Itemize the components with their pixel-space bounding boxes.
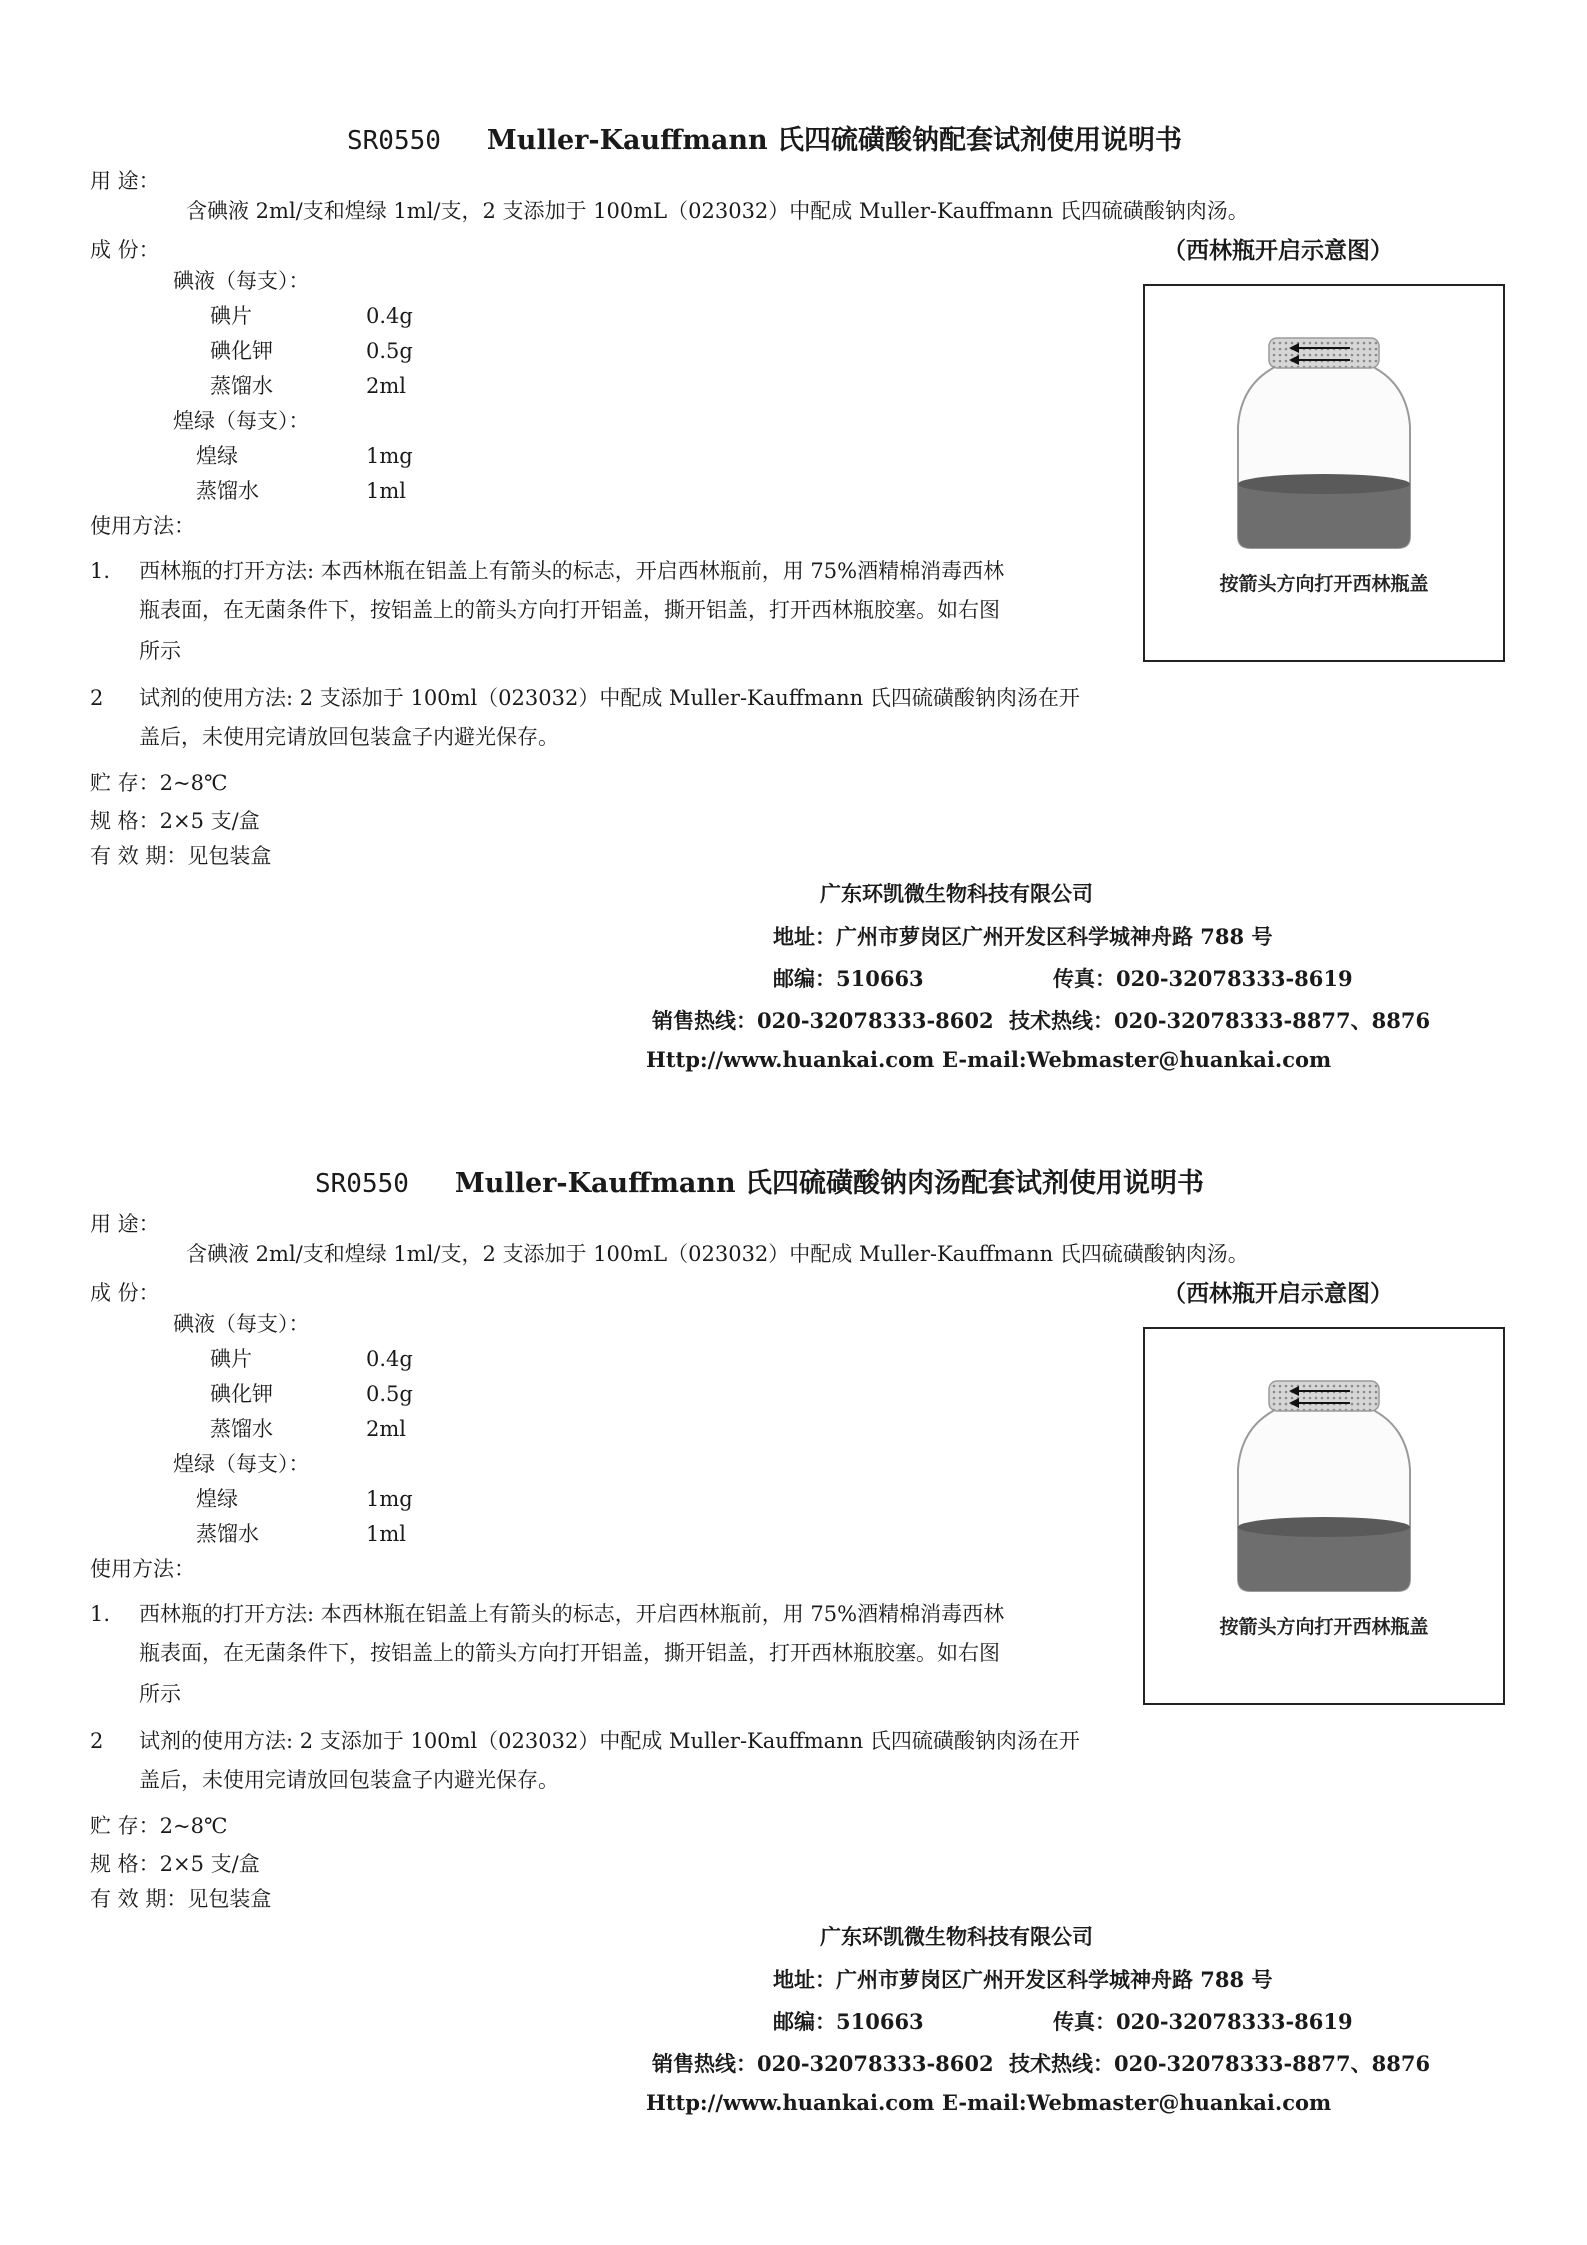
- vial-figure: [1143, 1327, 1505, 1705]
- step-number: 2: [90, 1729, 104, 1753]
- company-address: 地址：广州市萝岗区广州开发区科学城神舟路 788 号: [773, 1967, 1273, 1992]
- company-address: 地址：广州市萝岗区广州开发区科学城神舟路 788 号: [773, 924, 1273, 949]
- ingredient-amount: 1mg: [366, 444, 413, 468]
- fax: 传真：020-32078333-8619: [1053, 2009, 1353, 2034]
- ingredient-amount: 0.4g: [366, 304, 413, 328]
- title-text: Muller-Kauffmann 氏四硫磺酸钠肉汤配套试剂使用说明书: [454, 1168, 1205, 1199]
- sales-hotline: 销售热线：020-32078333-8602: [652, 2051, 994, 2076]
- email-link[interactable]: E-mail:Webmaster@huankai.com: [942, 1047, 1332, 1072]
- step-line: 盖后，未使用完请放回包装盒子内避光保存。: [139, 1768, 559, 1792]
- vial-illustration: [1145, 1329, 1503, 1703]
- ingredient-amount: 1mg: [366, 1487, 413, 1511]
- sales-hotline: 销售热线：020-32078333-8602: [652, 1008, 994, 1033]
- ingredient-name: 煌绿: [196, 444, 238, 468]
- step-line: 试剂的使用方法: 2 支添加于 100ml（023032）中配成 Muller-Kauffmann 氏四硫磺酸钠肉汤在开: [139, 1729, 1080, 1753]
- purpose-label: 用 途：: [90, 169, 160, 193]
- step-line: 瓶表面，在无菌条件下，按铝盖上的箭头方向打开铝盖，撕开铝盖，打开西林瓶胶塞。如右图: [139, 1641, 1000, 1665]
- spec-text: 规 格：2×5 支/盒: [90, 1852, 260, 1876]
- figure-label: 按箭头方向打开西林瓶盖: [1219, 573, 1429, 595]
- ingredient-name: 蒸馏水: [196, 1522, 259, 1546]
- validity-text: 有 效 期：见包装盒: [90, 1887, 272, 1911]
- figure-caption: （西林瓶开启示意图）: [1163, 237, 1393, 264]
- step-line: 所示: [139, 639, 181, 663]
- step-line: 西林瓶的打开方法: 本西林瓶在铝盖上有箭头的标志，开启西林瓶前，用 75%酒精棉消毒西林: [139, 1602, 1005, 1626]
- ingredient-name: 蒸馏水: [210, 374, 273, 398]
- step-line: 瓶表面，在无菌条件下，按铝盖上的箭头方向打开铝盖，撕开铝盖，打开西林瓶胶塞。如右图: [139, 598, 1000, 622]
- instruction-sheet-2: [0, 1043, 1587, 2115]
- storage-text: 贮 存：2~8℃: [90, 1814, 228, 1838]
- ingredient-amount: 1ml: [366, 479, 406, 503]
- ingredient-amount: 1ml: [366, 1522, 406, 1546]
- tech-hotline: 技术热线：020-32078333-8877、8876: [1009, 2051, 1431, 2076]
- usage-label: 使用方法：: [90, 514, 195, 538]
- ingredient-amount: 2ml: [366, 374, 406, 398]
- company-name: 广东环凯微生物科技有限公司: [820, 1924, 1093, 1949]
- step-line: 所示: [139, 1682, 181, 1706]
- ingredient-name: 蒸馏水: [196, 479, 259, 503]
- ingredient-name: 碘化钾: [210, 1382, 273, 1406]
- ingredient-amount: 2ml: [366, 1417, 406, 1441]
- step-line: 盖后，未使用完请放回包装盒子内避光保存。: [139, 725, 559, 749]
- aluminum-cap: [1269, 1381, 1379, 1411]
- sheet-title: [315, 1161, 1204, 1200]
- ingredient-name: 煌绿: [196, 1487, 238, 1511]
- ingredient-amount: 0.5g: [366, 339, 413, 363]
- postcode: 邮编：510663: [773, 2009, 924, 2034]
- ingredient-name: 碘片: [210, 304, 252, 328]
- postcode: 邮编：510663: [773, 966, 924, 991]
- composition-label: 成 份：: [90, 238, 160, 262]
- iodine-header: 碘液（每支）：: [173, 1312, 310, 1336]
- figure-caption: （西林瓶开启示意图）: [1163, 1280, 1393, 1307]
- purpose-text: 含碘液 2ml/支和煌绿 1ml/支，2 支添加于 100mL（023032）中配成 Muller-Kauffmann 氏四硫磺酸钠肉汤。: [186, 199, 1249, 223]
- tech-hotline: 技术热线：020-32078333-8877、8876: [1009, 1008, 1431, 1033]
- fax: 传真：020-32078333-8619: [1053, 966, 1353, 991]
- vial-figure: [1143, 284, 1505, 662]
- title-text: Muller-Kauffmann 氏四硫磺酸钠配套试剂使用说明书: [486, 125, 1183, 156]
- ingredient-amount: 0.4g: [366, 1347, 413, 1371]
- step-number: 1.: [90, 1602, 111, 1626]
- sheet-title: [347, 118, 1182, 157]
- validity-text: 有 效 期：见包装盒: [90, 844, 272, 868]
- step-number: 1.: [90, 559, 111, 583]
- purpose-text: 含碘液 2ml/支和煌绿 1ml/支，2 支添加于 100mL（023032）中配成 Muller-Kauffmann 氏四硫磺酸钠肉汤。: [186, 1242, 1249, 1266]
- composition-label: 成 份：: [90, 1281, 160, 1305]
- ingredient-amount: 0.5g: [366, 1382, 413, 1406]
- website-link[interactable]: Http://www.huankai.com: [646, 2090, 935, 2115]
- figure-label: 按箭头方向打开西林瓶盖: [1219, 1616, 1429, 1638]
- purpose-label: 用 途：: [90, 1212, 160, 1236]
- ingredient-name: 蒸馏水: [210, 1417, 273, 1441]
- green-header: 煌绿（每支）：: [173, 1452, 310, 1476]
- vial-illustration: [1145, 286, 1503, 660]
- ingredient-name: 碘片: [210, 1347, 252, 1371]
- step-line: 试剂的使用方法: 2 支添加于 100ml（023032）中配成 Muller-Kauffmann 氏四硫磺酸钠肉汤在开: [139, 686, 1080, 710]
- aluminum-cap: [1269, 338, 1379, 368]
- iodine-header: 碘液（每支）：: [173, 269, 310, 293]
- company-name: 广东环凯微生物科技有限公司: [820, 881, 1093, 906]
- step-number: 2: [90, 686, 104, 710]
- spec-text: 规 格：2×5 支/盒: [90, 809, 260, 833]
- product-code: SR0550: [347, 126, 441, 156]
- usage-label: 使用方法：: [90, 1557, 195, 1581]
- storage-text: 贮 存：2~8℃: [90, 771, 228, 795]
- green-header: 煌绿（每支）：: [173, 409, 310, 433]
- ingredient-name: 碘化钾: [210, 339, 273, 363]
- product-code: SR0550: [315, 1169, 409, 1199]
- email-link[interactable]: E-mail:Webmaster@huankai.com: [942, 2090, 1332, 2115]
- instruction-sheet-1: [0, 0, 1587, 1072]
- website-link[interactable]: Http://www.huankai.com: [646, 1047, 935, 1072]
- step-line: 西林瓶的打开方法: 本西林瓶在铝盖上有箭头的标志，开启西林瓶前，用 75%酒精棉消毒西林: [139, 559, 1005, 583]
